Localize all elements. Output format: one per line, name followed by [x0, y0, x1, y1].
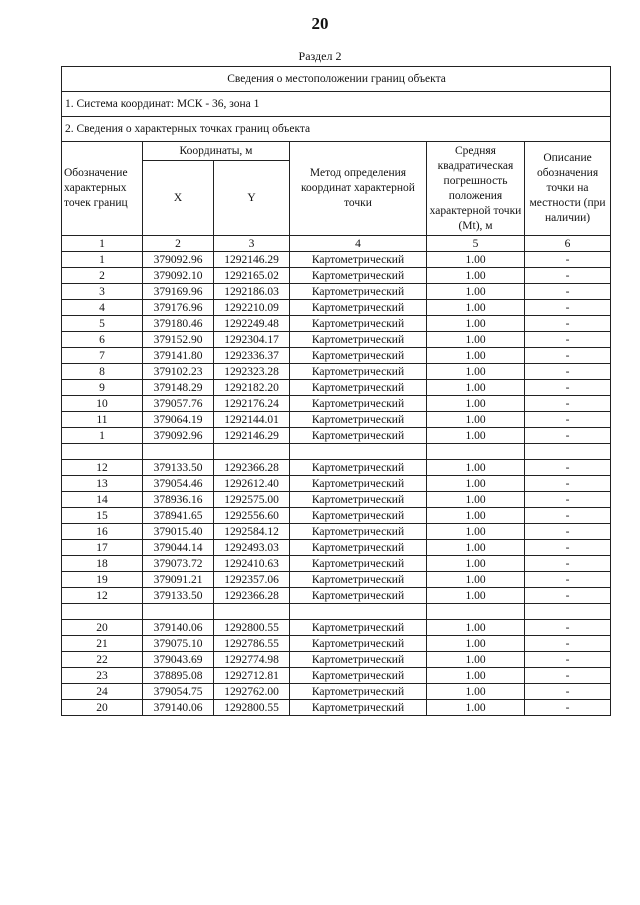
method-cell: Картометрический [290, 524, 427, 540]
table-row [62, 476, 611, 492]
coord-y: 1292146.29 [214, 252, 290, 268]
column-number-row [62, 236, 611, 252]
error-cell: 1.00 [427, 332, 525, 348]
table-row [62, 572, 611, 588]
coord-y: 1292249.48 [214, 316, 290, 332]
section-title: Раздел 2 [298, 49, 342, 63]
points-heading: 2. Сведения о характерных точках границ объекта [62, 117, 611, 142]
coord-y: 1292304.17 [214, 332, 290, 348]
coord-x: 378936.16 [143, 492, 214, 508]
coord-y: 1292556.60 [214, 508, 290, 524]
description-cell: - [525, 316, 611, 332]
table-row [62, 668, 611, 684]
coord-x: 379140.06 [143, 700, 214, 716]
method-cell: Картометрический [290, 268, 427, 284]
coord-y: 1292182.20 [214, 380, 290, 396]
point-number [62, 444, 143, 460]
coord-y: 1292800.55 [214, 620, 290, 636]
point-number: 20 [62, 700, 143, 716]
coord-x: 379054.46 [143, 476, 214, 492]
coord-y: 1292176.24 [214, 396, 290, 412]
method-cell: Картометрический [290, 556, 427, 572]
point-number: 11 [62, 412, 143, 428]
point-number: 4 [62, 300, 143, 316]
point-number: 6 [62, 332, 143, 348]
description-cell: - [525, 588, 611, 604]
coord-y: 1292774.98 [214, 652, 290, 668]
coord-y: 1292146.29 [214, 428, 290, 444]
coord-x: 379064.19 [143, 412, 214, 428]
error-cell: 1.00 [427, 668, 525, 684]
coord-x: 379152.90 [143, 332, 214, 348]
method-cell: Картометрический [290, 348, 427, 364]
method-cell: Картометрический [290, 700, 427, 716]
table-row [62, 620, 611, 636]
coord-x: 379015.40 [143, 524, 214, 540]
error-cell: 1.00 [427, 556, 525, 572]
error-cell: 1.00 [427, 476, 525, 492]
table-row [62, 396, 611, 412]
method-cell [290, 444, 427, 460]
coord-y [214, 444, 290, 460]
description-cell: - [525, 524, 611, 540]
coord-x: 378941.65 [143, 508, 214, 524]
table-row [62, 636, 611, 652]
point-number: 20 [62, 620, 143, 636]
point-number: 19 [62, 572, 143, 588]
header-method: Метод определения координат характерной точки [290, 142, 427, 236]
table-row [62, 460, 611, 476]
method-cell: Картометрический [290, 332, 427, 348]
table-row [62, 492, 611, 508]
coord-x: 379044.14 [143, 540, 214, 556]
point-number: 15 [62, 508, 143, 524]
error-cell [427, 604, 525, 620]
method-cell: Картометрический [290, 508, 427, 524]
point-number [62, 604, 143, 620]
coord-x: 379141.80 [143, 348, 214, 364]
coord-y: 1292210.09 [214, 300, 290, 316]
coord-x: 378895.08 [143, 668, 214, 684]
table-row [62, 508, 611, 524]
method-cell: Картометрический [290, 492, 427, 508]
coord-x: 379092.10 [143, 268, 214, 284]
description-cell [525, 604, 611, 620]
coord-x: 379057.76 [143, 396, 214, 412]
method-cell: Картометрический [290, 460, 427, 476]
description-cell: - [525, 348, 611, 364]
description-cell [525, 444, 611, 460]
coord-x: 379148.29 [143, 380, 214, 396]
table-row-separator [62, 444, 611, 460]
point-number: 17 [62, 540, 143, 556]
error-cell: 1.00 [427, 636, 525, 652]
point-number: 16 [62, 524, 143, 540]
error-cell: 1.00 [427, 348, 525, 364]
coord-x: 379054.75 [143, 684, 214, 700]
table-row [62, 284, 611, 300]
point-number: 5 [62, 316, 143, 332]
point-number: 21 [62, 636, 143, 652]
error-cell: 1.00 [427, 460, 525, 476]
coord-x: 379043.69 [143, 652, 214, 668]
table-row [62, 412, 611, 428]
boundary-table [61, 66, 611, 716]
coord-y: 1292336.37 [214, 348, 290, 364]
coord-y: 1292357.06 [214, 572, 290, 588]
method-cell: Картометрический [290, 684, 427, 700]
header-designation: Обозначение характерных точек границ [62, 142, 143, 236]
error-cell: 1.00 [427, 508, 525, 524]
error-cell: 1.00 [427, 620, 525, 636]
description-cell: - [525, 396, 611, 412]
description-cell: - [525, 300, 611, 316]
coord-y: 1292366.28 [214, 460, 290, 476]
description-cell: - [525, 412, 611, 428]
error-cell [427, 444, 525, 460]
error-cell: 1.00 [427, 252, 525, 268]
method-cell: Картометрический [290, 668, 427, 684]
error-cell: 1.00 [427, 684, 525, 700]
coord-x: 379102.23 [143, 364, 214, 380]
description-cell: - [525, 652, 611, 668]
description-cell: - [525, 268, 611, 284]
description-cell: - [525, 476, 611, 492]
point-number: 1 [62, 252, 143, 268]
error-cell: 1.00 [427, 284, 525, 300]
method-cell: Картометрический [290, 300, 427, 316]
method-cell: Картометрический [290, 316, 427, 332]
coord-y: 1292584.12 [214, 524, 290, 540]
coord-x: 379133.50 [143, 588, 214, 604]
header-x: X [143, 161, 214, 236]
table-row [62, 380, 611, 396]
error-cell: 1.00 [427, 492, 525, 508]
coord-x: 379092.96 [143, 428, 214, 444]
point-number: 24 [62, 684, 143, 700]
coord-y: 1292786.55 [214, 636, 290, 652]
error-cell: 1.00 [427, 396, 525, 412]
coord-y: 1292612.40 [214, 476, 290, 492]
header-coords: Координаты, м [143, 142, 290, 161]
point-number: 13 [62, 476, 143, 492]
point-number: 1 [62, 428, 143, 444]
coord-y: 1292712.81 [214, 668, 290, 684]
coord-x [143, 444, 214, 460]
table-row [62, 556, 611, 572]
method-cell: Картометрический [290, 588, 427, 604]
coord-x [143, 604, 214, 620]
description-cell: - [525, 636, 611, 652]
page-number: 20 [311, 14, 329, 33]
description-cell: - [525, 252, 611, 268]
description-cell: - [525, 492, 611, 508]
method-cell: Картометрический [290, 636, 427, 652]
header-y: Y [214, 161, 290, 236]
coord-x: 379091.21 [143, 572, 214, 588]
method-cell: Картометрический [290, 396, 427, 412]
coord-system: 1. Система координат: МСК - 36, зона 1 [62, 92, 611, 117]
coord-y: 1292144.01 [214, 412, 290, 428]
error-cell: 1.00 [427, 412, 525, 428]
coord-y: 1292410.63 [214, 556, 290, 572]
coord-y: 1292493.03 [214, 540, 290, 556]
column-number: 1 [62, 236, 143, 252]
point-number: 9 [62, 380, 143, 396]
method-cell: Картометрический [290, 572, 427, 588]
point-number: 14 [62, 492, 143, 508]
table-row [62, 524, 611, 540]
description-cell: - [525, 332, 611, 348]
description-cell: - [525, 620, 611, 636]
table-row [62, 332, 611, 348]
error-cell: 1.00 [427, 268, 525, 284]
point-number: 10 [62, 396, 143, 412]
coord-y: 1292186.03 [214, 284, 290, 300]
point-number: 12 [62, 588, 143, 604]
error-cell: 1.00 [427, 364, 525, 380]
error-cell: 1.00 [427, 524, 525, 540]
table-row [62, 300, 611, 316]
description-cell: - [525, 284, 611, 300]
column-number: 3 [214, 236, 290, 252]
error-cell: 1.00 [427, 540, 525, 556]
coord-y: 1292800.55 [214, 700, 290, 716]
error-cell: 1.00 [427, 316, 525, 332]
table-row [62, 684, 611, 700]
description-cell: - [525, 540, 611, 556]
error-cell: 1.00 [427, 300, 525, 316]
error-cell: 1.00 [427, 572, 525, 588]
method-cell: Картометрический [290, 540, 427, 556]
coord-x: 379176.96 [143, 300, 214, 316]
coord-x: 379092.96 [143, 252, 214, 268]
point-number: 22 [62, 652, 143, 668]
column-number: 6 [525, 236, 611, 252]
point-number: 2 [62, 268, 143, 284]
point-number: 18 [62, 556, 143, 572]
coord-x: 379140.06 [143, 620, 214, 636]
error-cell: 1.00 [427, 380, 525, 396]
coord-x: 379075.10 [143, 636, 214, 652]
table-row [62, 268, 611, 284]
table-row [62, 428, 611, 444]
coord-y: 1292323.28 [214, 364, 290, 380]
table-row [62, 316, 611, 332]
method-cell: Картометрический [290, 476, 427, 492]
description-cell: - [525, 572, 611, 588]
table-row [62, 540, 611, 556]
description-cell: - [525, 556, 611, 572]
coord-y [214, 604, 290, 620]
table-row [62, 348, 611, 364]
coord-y: 1292575.00 [214, 492, 290, 508]
coord-x: 379180.46 [143, 316, 214, 332]
table-row-separator [62, 604, 611, 620]
coord-x: 379133.50 [143, 460, 214, 476]
method-cell: Картометрический [290, 364, 427, 380]
table-row [62, 700, 611, 716]
error-cell: 1.00 [427, 652, 525, 668]
description-cell: - [525, 380, 611, 396]
method-cell: Картометрический [290, 284, 427, 300]
column-number: 4 [290, 236, 427, 252]
error-cell: 1.00 [427, 428, 525, 444]
header-error: Средняя квадратическая погрешность положения характерной точки (Mt), м [427, 142, 525, 236]
column-number: 2 [143, 236, 214, 252]
description-cell: - [525, 668, 611, 684]
point-number: 12 [62, 460, 143, 476]
method-cell: Картометрический [290, 380, 427, 396]
description-cell: - [525, 684, 611, 700]
header-description: Описание обозначения точки на местности (при наличии) [525, 142, 611, 236]
method-cell: Картометрический [290, 428, 427, 444]
description-cell: - [525, 508, 611, 524]
table-row [62, 364, 611, 380]
method-cell: Картометрический [290, 652, 427, 668]
coord-y: 1292762.00 [214, 684, 290, 700]
method-cell: Картометрический [290, 252, 427, 268]
table-row [62, 652, 611, 668]
method-cell [290, 604, 427, 620]
coord-x: 379073.72 [143, 556, 214, 572]
table-row [62, 252, 611, 268]
error-cell: 1.00 [427, 588, 525, 604]
point-number: 8 [62, 364, 143, 380]
description-cell: - [525, 428, 611, 444]
table-row [62, 588, 611, 604]
point-number: 3 [62, 284, 143, 300]
point-number: 23 [62, 668, 143, 684]
description-cell: - [525, 364, 611, 380]
description-cell: - [525, 700, 611, 716]
column-number: 5 [427, 236, 525, 252]
description-cell: - [525, 460, 611, 476]
method-cell: Картометрический [290, 412, 427, 428]
method-cell: Картометрический [290, 620, 427, 636]
coord-x: 379169.96 [143, 284, 214, 300]
table-title: Сведения о местоположении границ объекта [62, 67, 611, 92]
coord-y: 1292366.28 [214, 588, 290, 604]
point-number: 7 [62, 348, 143, 364]
coord-y: 1292165.02 [214, 268, 290, 284]
error-cell: 1.00 [427, 700, 525, 716]
